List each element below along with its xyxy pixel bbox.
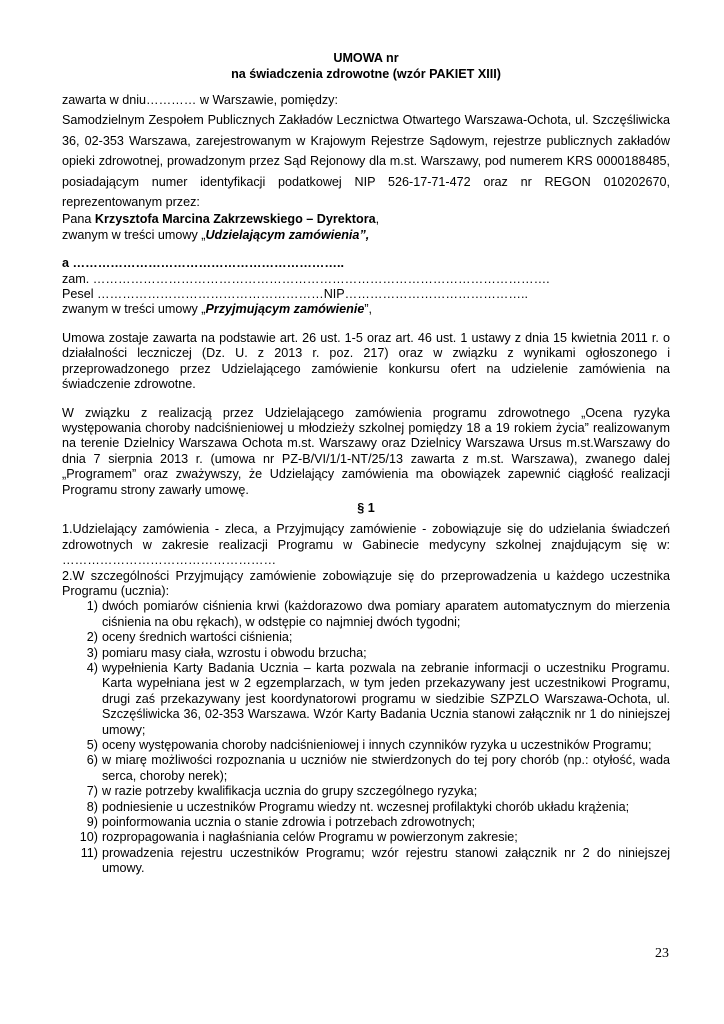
page-number: 23 (655, 946, 669, 961)
called2-line: zwanym w treści umowy „Przyjmującym zamówienie”, (62, 302, 373, 317)
party2-pesel-nip-line: Pesel ………………………………………………NIP…………………………………….. (62, 287, 528, 302)
list-item: 10) rozpropagowania i nagłaśniania celów Programu w powierzonym zakresie; (79, 830, 518, 845)
representative-name: Krzysztofa Marcina Zakrzewskiego – Dyrektora (94, 212, 376, 227)
list-item: 6) w miarę możliwości rozpoznania u uczniów nie stwierdzonych do tej pory chorób (np.: otyłość, wada serca, choroby nerek); (86, 753, 670, 783)
list-item: 2) oceny średnich wartości ciśnienia; (86, 630, 293, 645)
obligations-list (62, 599, 670, 876)
document-subtitle: na świadczenia zdrowotne (wzór PAKIET XIII) (231, 67, 501, 81)
list-item: 7) w razie potrzeby kwalifikacja ucznia do grupy szczególnego ryzyka; (86, 784, 478, 799)
document-title: UMOWA nr (333, 51, 399, 65)
intro-line: zawarta w dniu………… w Warszawie, pomiędzy: (62, 93, 338, 107)
list-item: 3) pomiaru masy ciała, wzrostu i obwodu brzucha; (86, 645, 367, 660)
list-item: 8) podniesienie u uczestników Programu wiedzy nt. wczesnej profilaktyki chorób układu krążenia; (86, 799, 630, 814)
party2-address-line: zam. ………………………………………………………………………………………………. (62, 271, 550, 286)
called1-line: zwanym w treści umowy „Udzielającym zamówienia”, (62, 227, 370, 242)
list-item: 1) dwóch pomiarów ciśnienia krwi (każdorazowo dwa pomiary aparatem automatycznym do mierzenia ciśnienia na obu rękach), w odstępie co najmniej dwóch tygodni; (86, 599, 670, 629)
role-ordering-party: Udzielającym zamówienia”, (205, 227, 370, 242)
list-item: 5) oceny występowania choroby nadciśnieniowej i innych czynników ryzyka u uczestników Programu; (86, 738, 652, 753)
role-contractor: Przyjmującym zamówienie (205, 302, 365, 317)
basis-paragraph: Umowa zostaje zawarta na podstawie art. 26 ust. 1-5 oraz art. 46 ust. 1 ustawy z dnia 15 kwietnia 2011 r. o działalności leczniczej (Dz. U. z 2013 r. poz. 217) oraz w związku z wynikami ogłoszonego i przeprowadzonego przez Udzielającego zamówienie konkursu ofert na udzielenie zamówienia na świadczenie zdrowotne. (62, 330, 670, 392)
clause-2: 2.W szczególności Przyjmujący zamówienie zobowiązuje się do przeprowadzenia u każdego uczestnika Programu (ucznia): (62, 568, 670, 598)
list-item: 4) wypełnienia Karty Badania Ucznia – karta pozwala na zebranie informacji o uczestniku Programu. Karta wypełniana jest w 2 egzemplarzach, w tym jeden przekazywany jest uczestnikowi Programu, drugi zaś przekazywany jest koordynatorowi programu w siedzibie SZPZLO Warszawa-Ochota, ul. Szczęśliwicka 36, 02-353 Warszawa. Wzór Karty Badania Ucznia stanowi załącznik nr 1 do niniejszej umowy; (86, 661, 670, 737)
program-paragraph: W związku z realizacją przez Udzielającego zamówienia programu zdrowotnego „Ocena ryzyka występowania choroby nadciśnieniowej u młodzieży szkolnej pomiędzy 18 a 19 rokiem życia” realizowanym na terenie Dzielnicy Warszawa Ochota m.st. Warszawy oraz Dzielnicy Warszawa Ursus m.st.Warszawy do dnia 7 sierpnia 2013 r. (umowa nr PZ-B/VI/1/1-NT/25/13 zawarta z m.st. Warszawa), zwanego dalej „Programem” oraz zważywszy, że Udzielający zamówienia ma obowiązek zapewnić ciągłość realizacji Programu strony zawarły umowę. (62, 405, 670, 497)
clause-1: 1.Udzielający zamówienia - zleca, a Przyjmujący zamówienie - zobowiązuje się do udzielania świadczeń zdrowotnych w zakresie realizacji Programu w Gabinecie medycyny szkolnej znajdującym się w: …………………………………………… (62, 522, 670, 568)
party2-name-line: a ……………………………………………………….. (62, 256, 344, 271)
section-mark: § 1 (357, 500, 375, 515)
representative-line: Pana Krzysztofa Marcina Zakrzewskiego – Dyrektora, (62, 212, 380, 227)
list-item: 9) poinformowania ucznia o stanie zdrowia i potrzebach zdrowotnych; (86, 815, 476, 830)
list-item: 11) prowadzenia rejestru uczestników Programu; wzór rejestru stanowi załącznik nr 2 do niniejszej umowy. (80, 845, 670, 876)
document-page (62, 50, 670, 877)
party1-text: Samodzielnym Zespołem Publicznych Zakładów Lecznictwa Otwartego Warszawa-Ochota, ul. Szczęśliwicka 36, 02-353 Warszawa, zarejestrowanym w Krajowym Rejestrze Sądowym, rejestrze publicznych zakładów opieki zdrowotnej, prowadzonym przez Sąd Rejonowy dla m.st. Warszawy, pod numerem KRS 0000188485, posiadającym numer identyfikacji podatkowej NIP 526-17-71-472 oraz nr REGON 010202670, reprezentowanym przez: (62, 113, 670, 210)
